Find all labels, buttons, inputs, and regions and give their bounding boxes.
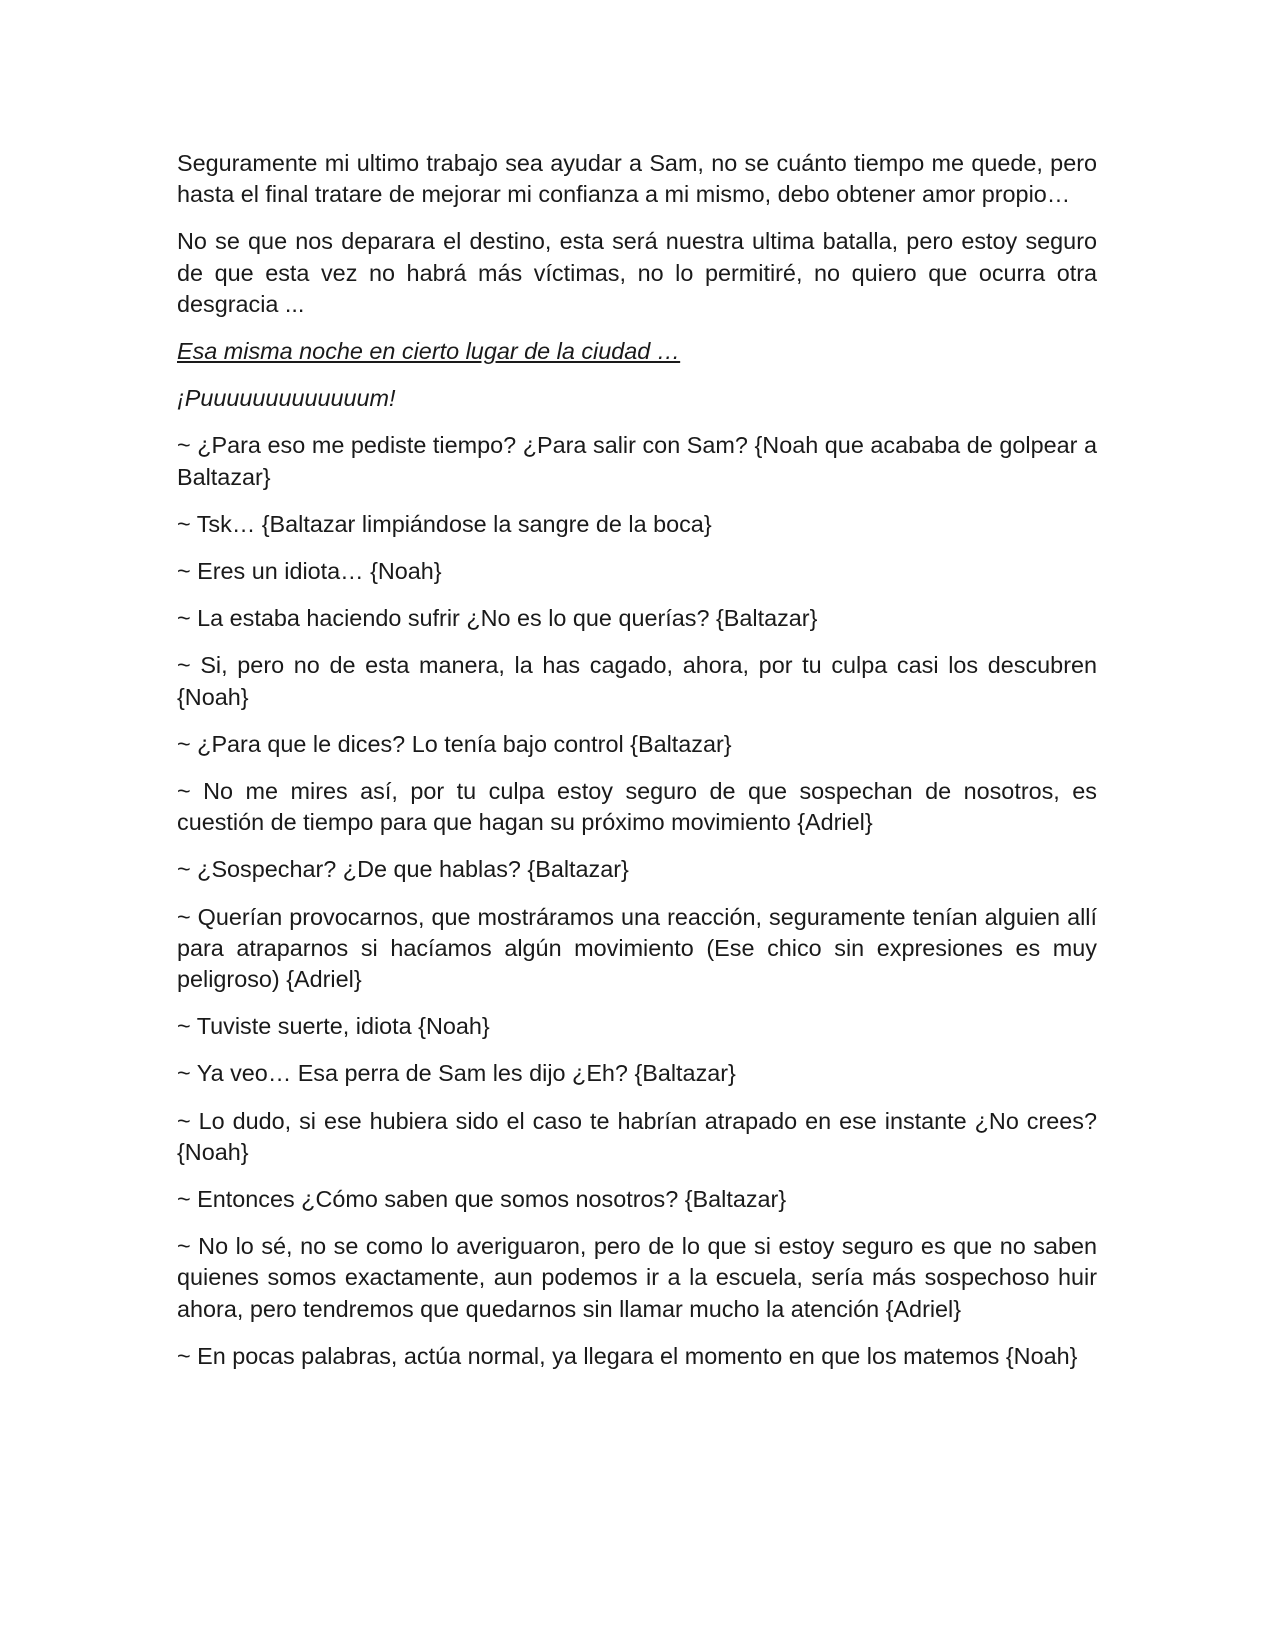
dialogue-line: ~ ¿Sospechar? ¿De que hablas? {Baltazar} xyxy=(177,856,629,883)
narration-paragraph: Seguramente mi ultimo trabajo sea ayudar a Sam, no se cuánto tiempo me quede, pero hasta el final tratare de mejorar mi confianza a mi mismo, debo obtener amor propio… xyxy=(177,150,1097,208)
dialogue-line: ~ ¿Para eso me pediste tiempo? ¿Para salir con Sam? {Noah que acababa de golpear a Baltazar} xyxy=(177,432,1097,490)
dialogue-line: ~ Tsk… {Baltazar limpiándose la sangre de la boca} xyxy=(177,510,712,537)
document-page xyxy=(177,148,1097,1388)
narration-paragraph: No se que nos deparara el destino, esta será nuestra ultima batalla, pero estoy seguro de que esta vez no habrá más víctimas, no lo permitiré, no quiero que ocurra otra desgracia ... xyxy=(177,228,1097,317)
dialogue-line: ~ Tuviste suerte, idiota {Noah} xyxy=(177,1013,490,1040)
dialogue-line: ~ No me mires así, por tu culpa estoy seguro de que sospechan de nosotros, es cuestión de tiempo para que hagan su próximo movimiento {Adriel} xyxy=(177,778,1097,836)
scene-heading: Esa misma noche en cierto lugar de la ciudad … xyxy=(177,338,681,365)
dialogue-line: ~ En pocas palabras, actúa normal, ya llegara el momento en que los matemos {Noah} xyxy=(177,1342,1078,1369)
sound-effect: ¡Puuuuuuuuuuuuum! xyxy=(177,385,396,412)
dialogue-line: ~ Si, pero no de esta manera, la has cagado, ahora, por tu culpa casi los descubren {Noah} xyxy=(177,652,1097,710)
dialogue-line: ~ Querían provocarnos, que mostráramos una reacción, seguramente tenían alguien allí para atraparnos si hacíamos algún movimiento (Ese chico sin expresiones es muy peligroso) {Adriel} xyxy=(177,903,1097,993)
dialogue-line: ~ ¿Para que le dices? Lo tenía bajo control {Baltazar} xyxy=(177,730,732,757)
dialogue-line: ~ La estaba haciendo sufrir ¿No es lo que querías? {Baltazar} xyxy=(177,605,818,632)
dialogue-line: ~ Eres un idiota… {Noah} xyxy=(177,558,442,585)
dialogue-line: ~ Entonces ¿Cómo saben que somos nosotros? {Baltazar} xyxy=(177,1186,787,1213)
dialogue-line: ~ Lo dudo, si ese hubiera sido el caso te habrían atrapado en ese instante ¿No crees? {Noah} xyxy=(177,1107,1097,1165)
dialogue-line: ~ No lo sé, no se como lo averiguaron, pero de lo que si estoy seguro es que no saben quienes somos exactamente, aun podemos ir a la escuela, sería más sospechoso huir ahora, pero tendremos que quedarnos sin llamar mucho la atención {Adriel} xyxy=(177,1233,1097,1322)
dialogue-line: ~ Ya veo… Esa perra de Sam les dijo ¿Eh? {Baltazar} xyxy=(177,1060,736,1087)
